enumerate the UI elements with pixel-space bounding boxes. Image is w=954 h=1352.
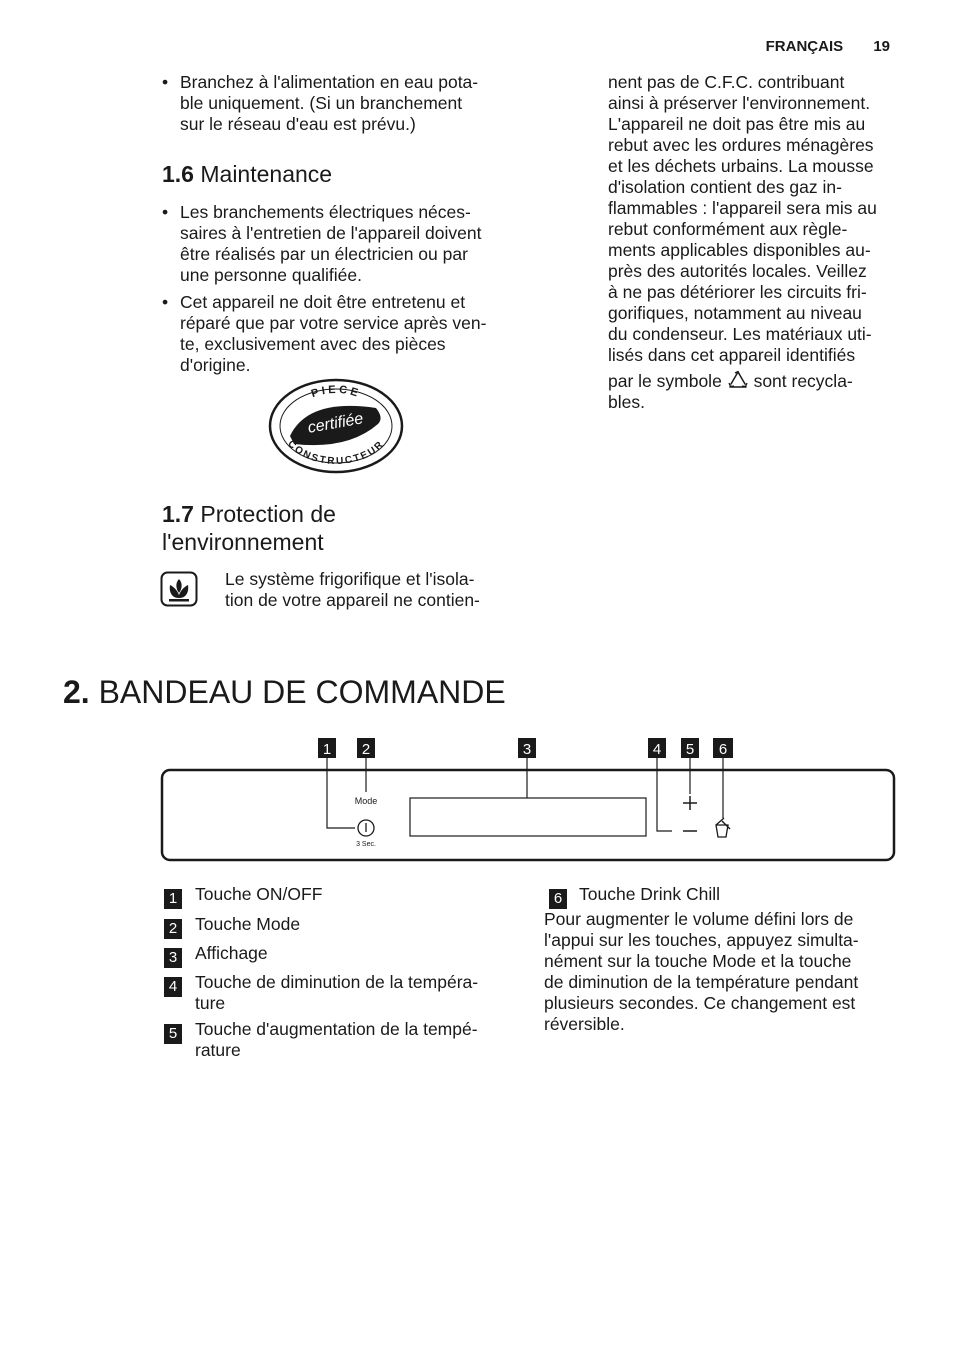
legend-item-6-heading — [544, 884, 904, 905]
legend-text: Touche Drink Chill — [579, 884, 721, 904]
page-header — [0, 38, 890, 55]
text-line: flammables : l'appareil sera mis au — [608, 198, 877, 218]
seal-top-text: PIECE — [309, 383, 363, 401]
bullet-line — [180, 72, 507, 135]
text-line: ments applicables disponibles au- — [608, 240, 871, 260]
power-button[interactable] — [358, 820, 374, 836]
legend-item-1 — [164, 884, 509, 905]
seal-bottom-text: CONSTRUCTEUR — [285, 438, 387, 468]
legend-line: Touche d'augmentation de la tempé- — [195, 1019, 478, 1039]
bullet-electrical — [162, 202, 507, 286]
svg-text:4: 4 — [652, 741, 662, 758]
legend-line: Touche de diminution de la tempéra- — [195, 972, 479, 992]
certified-part-seal — [268, 378, 404, 474]
text-line: plusieurs secondes. Ce changement est — [544, 993, 856, 1013]
svg-text:2: 2 — [361, 741, 371, 758]
legend-item-2 — [164, 914, 509, 935]
text-line: près des autorités locales. Veillez — [608, 261, 867, 281]
bullet-line: être réalisés par un électricien ou par — [180, 244, 468, 264]
environment-text — [225, 569, 515, 611]
text-line: réversible. — [544, 1014, 625, 1034]
text-line: ainsi à préserver l'environnement. — [608, 93, 871, 113]
drink-chill-description — [544, 909, 904, 1035]
callout-6 — [713, 738, 733, 758]
text-line: Le système frigorifique et l'isola- — [225, 569, 475, 589]
callout-4 — [648, 738, 666, 758]
text-line: du condenseur. Les matériaux uti- — [608, 324, 872, 344]
bullet-line: une personne qualifiée. — [180, 265, 362, 285]
legend-text: Touche ON/OFF — [195, 884, 323, 904]
control-panel-diagram — [150, 732, 910, 872]
text-line — [608, 370, 900, 392]
section-2-title — [63, 673, 506, 711]
bullet-line: saires à l'entretien de l'appareil doivent — [180, 223, 482, 243]
legend-badge: 2 — [164, 919, 182, 939]
legend-item-3 — [164, 943, 509, 964]
seal-middle-text: certifiée — [306, 410, 365, 437]
legend-item-4 — [164, 972, 509, 1014]
legend-text — [195, 972, 509, 1014]
section-title-line — [162, 500, 336, 528]
svg-text:3: 3 — [522, 741, 532, 758]
environment-icon — [160, 571, 198, 607]
recycle-text-before: par le symbole — [608, 371, 722, 391]
bullet-line: réparé que par votre service après ven- — [180, 313, 487, 333]
bullet-line: te, exclusivement avec des pièces — [180, 334, 446, 354]
legend-item-5 — [164, 1019, 509, 1061]
text-line: rebut conformément aux règle- — [608, 219, 848, 239]
power-hold-label: 3 Sec. — [356, 841, 376, 848]
right-column-text — [608, 72, 900, 413]
legend-text: Touche Mode — [195, 914, 301, 934]
text-line: gorifiques, notamment au niveau — [608, 303, 862, 323]
text-line: L'appareil ne doit pas être mis au — [608, 114, 866, 134]
bullet-service — [162, 292, 507, 376]
bullet-line: sur le réseau d'eau est prévu.) — [180, 114, 416, 134]
legend-badge: 4 — [164, 977, 182, 997]
bullet-dot: • — [162, 72, 169, 92]
bullet-text — [180, 202, 507, 286]
callout-5 — [681, 738, 699, 758]
legend-badge: 1 — [164, 889, 182, 909]
bullet-dot: • — [162, 202, 169, 222]
section-1-7-heading — [162, 500, 336, 556]
svg-text:6: 6 — [718, 741, 728, 758]
text-line: nément sur la touche Mode et la touche — [544, 951, 852, 971]
legend-line: ture — [195, 993, 226, 1013]
legend-item-6 — [544, 884, 904, 1035]
text-line: d'isolation contient des gaz in- — [608, 177, 842, 197]
section-number: 1.6 — [162, 161, 194, 187]
mode-label: Mode — [354, 796, 378, 806]
bullet-text — [180, 292, 507, 376]
temperature-display — [410, 798, 646, 836]
text-line: l'appui sur les touches, appuyez simulta- — [544, 930, 859, 950]
text-line: lisés dans cet appareil identifiés — [608, 345, 856, 365]
section-title: Protection de — [200, 501, 336, 527]
svg-text:5: 5 — [685, 741, 695, 758]
bullet-line: d'origine. — [180, 355, 251, 375]
legend-text: Affichage — [195, 943, 268, 963]
text-line: Pour augmenter le volume défini lors de — [544, 909, 854, 929]
section-1-6-heading — [162, 160, 332, 188]
text-line: bles. — [608, 392, 645, 412]
bullet-water-connection — [162, 72, 507, 135]
text-line: de diminution de la température pendant — [544, 972, 859, 992]
svg-text:1: 1 — [322, 741, 332, 758]
section-title: Maintenance — [200, 161, 333, 187]
section-number: 2. — [63, 674, 90, 710]
legend-text — [195, 1019, 509, 1061]
callout-2 — [357, 738, 375, 758]
section-title: BANDEAU DE COMMANDE — [98, 674, 506, 710]
legend-badge: 6 — [549, 889, 567, 909]
bullet-line: Branchez à l'alimentation en eau pota- — [180, 72, 479, 92]
recycle-text-after: sont recycla- — [753, 371, 853, 391]
text-line: et les déchets urbains. La mousse — [608, 156, 874, 176]
recycle-icon — [727, 370, 749, 390]
text-line: à ne pas détériorer les circuits fri- — [608, 282, 867, 302]
bullet-line: Cet appareil ne doit être entretenu et — [180, 292, 466, 312]
legend-badge: 5 — [164, 1024, 182, 1044]
page-number: 19 — [873, 38, 890, 55]
text-line: tion de votre appareil ne contien- — [225, 590, 480, 610]
bullet-line: Les branchements électriques néces- — [180, 202, 471, 222]
callout-1 — [318, 738, 336, 758]
section-number: 1.7 — [162, 501, 194, 527]
legend-line: rature — [195, 1040, 241, 1060]
callout-3 — [518, 738, 536, 758]
text-line: nent pas de C.F.C. contribuant — [608, 72, 845, 92]
section-title-line: l'environnement — [162, 529, 324, 555]
bullet-dot: • — [162, 292, 169, 312]
text-line: rebut avec les ordures ménagères — [608, 135, 874, 155]
bullet-text — [180, 72, 507, 135]
bullet-line: ble uniquement. (Si un branchement — [180, 93, 463, 113]
language-label: FRANÇAIS — [765, 38, 844, 55]
legend-badge: 3 — [164, 948, 182, 968]
